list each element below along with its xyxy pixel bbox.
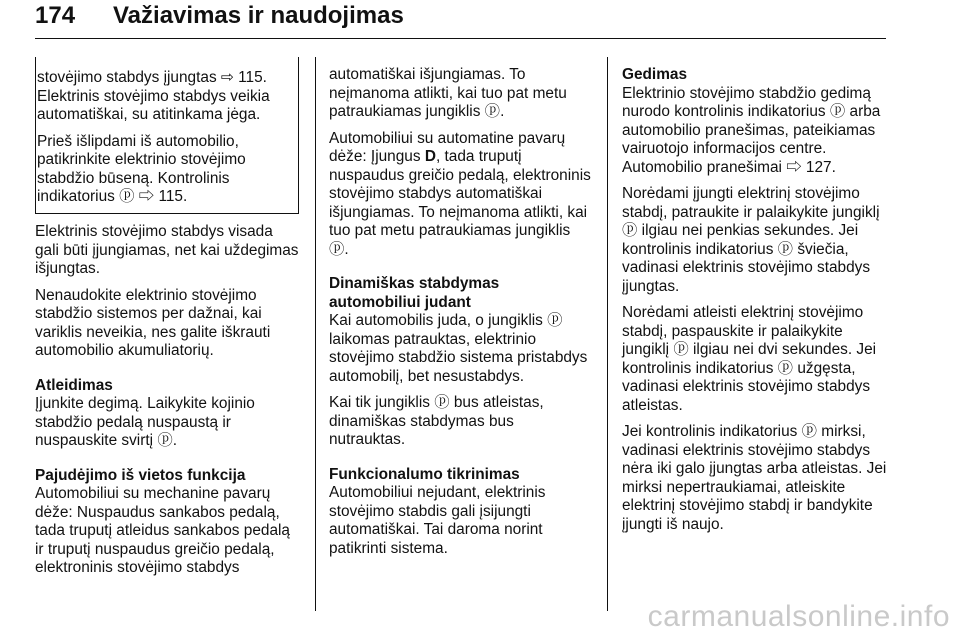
column-2	[329, 66, 591, 566]
text-run: Automobiliui su automatine pavarų dėže: Įjungus	[329, 129, 566, 165]
column-divider-1	[315, 57, 316, 611]
section-heading-pajudejimo: Pajudėjimo iš vietos funkcija	[35, 466, 246, 484]
page-header	[35, 2, 404, 30]
paragraph: Automobiliui nejudant, elektrinis stovėjimo stabdis gali įsijungti automatiškai. Tai daroma norint patikrinti sistema.	[329, 484, 546, 557]
section-heading-dinamiskas: Dinamiškas stabdymas automobiliui judant	[329, 275, 500, 311]
column-3	[622, 66, 890, 542]
paragraph: Nenaudokite elektrinio stovėjimo stabdžio sistemos per dažnai, kai variklis neveikia, nes galite iškrauti automobilio akumuliatorių.	[35, 286, 271, 359]
watermark: carmanualsonline.info	[647, 600, 950, 633]
paragraph	[329, 130, 591, 260]
header-rule	[35, 38, 886, 39]
paragraph: Įjunkite degimą. Laikykite kojinio stabdžio pedalą nuspaustą ir nuspauskite svirtį ⓟ.	[35, 395, 255, 449]
gear-letter: D	[424, 148, 436, 165]
text-run: , tada truputį nuspaudus greičio pedalą, elektroninis stovėjimo stabdys automatiškai išjungiamas. To neįmanoma atlikti, kai tuo pat metu patraukiamas jungiklis ⓟ.	[329, 148, 591, 258]
note-box-content	[37, 69, 299, 215]
section-heading-gedimas: Gedimas	[622, 66, 688, 83]
note-paragraph-2: Prieš išlipdami iš automobilio, patikrinkite elektrinio stovėjimo stabdžio būseną. Kontrolinis indikatorius ⓟ ⇨ 115.	[37, 132, 246, 205]
paragraph: Elektrinio stovėjimo stabdžio gedimą nurodo kontrolinis indikatorius ⓟ arba automobilio pranešimas, pateikiamas vairuotojo informacijos centre. Automobilio pranešimai ⇨ 127.	[622, 84, 881, 176]
column-1-body	[35, 223, 301, 586]
paragraph: Kai automobilis juda, o jungiklis ⓟ laikomas patrauktas, elektrinio stovėjimo stabdžio sistema pristabdys automobilį, bet nesustabdys.	[329, 312, 588, 385]
page-title: Važiavimas ir naudojimas	[113, 2, 404, 29]
column-divider-2	[607, 57, 608, 611]
note-paragraph-1: stovėjimo stabdys įjungtas ⇨ 115. Elektrinis stovėjimo stabdys veikia automatiškai, su atitinkama jėga.	[37, 69, 270, 123]
paragraph: automatiškai išjungiamas. To neįmanoma atlikti, kai tuo pat metu patraukiamas jungiklis ⓟ.	[329, 66, 567, 120]
paragraph: Norėdami įjungti elektrinį stovėjimo stabdį, patraukite ir palaikykite jungiklį ⓟ ilgiau nei penkias sekundes. Jei kontrolinis indikatorius ⓟ šviečia, vadinasi elektrinis stovėjimo stabdys įjungtas.	[622, 185, 880, 295]
page-number: 174	[35, 2, 76, 29]
paragraph: Elektrinis stovėjimo stabdys visada gali būti įjungiamas, net kai uždegimas išjungtas.	[35, 223, 299, 277]
paragraph: Kai tik jungiklis ⓟ bus atleistas, dinamiškas stabdymas bus nutrauktas.	[329, 394, 544, 448]
paragraph: Norėdami atleisti elektrinį stovėjimo stabdį, paspauskite ir palaikykite jungiklį ⓟ ilgiau nei dvi sekundes. Jei kontrolinis indikatorius ⓟ užgęsta, vadinasi elektrinis stovėjimo stabdys atleistas.	[622, 304, 877, 414]
paragraph: Automobiliui su mechanine pavarų dėže: Nuspaudus sankabos pedalą, tada truputį atleidus sankabos pedalą ir truputį nuspaudus greičio pedalą, elektroninis stovėjimo stabdys	[35, 485, 290, 576]
section-heading-atleidimas: Atleidimas	[35, 376, 113, 394]
paragraph: Jei kontrolinis indikatorius ⓟ mirksi, vadinasi elektrinis stovėjimo stabdys nėra iki galo įjungtas arba atleistas. Jei mirksi nepertraukiamai, atleiskite elektrinį stovėjimo stabdį ir bandykite įjungti iš naujo.	[622, 423, 887, 533]
section-heading-funkcionalumo: Funkcionalumo tikrinimas	[329, 465, 520, 483]
